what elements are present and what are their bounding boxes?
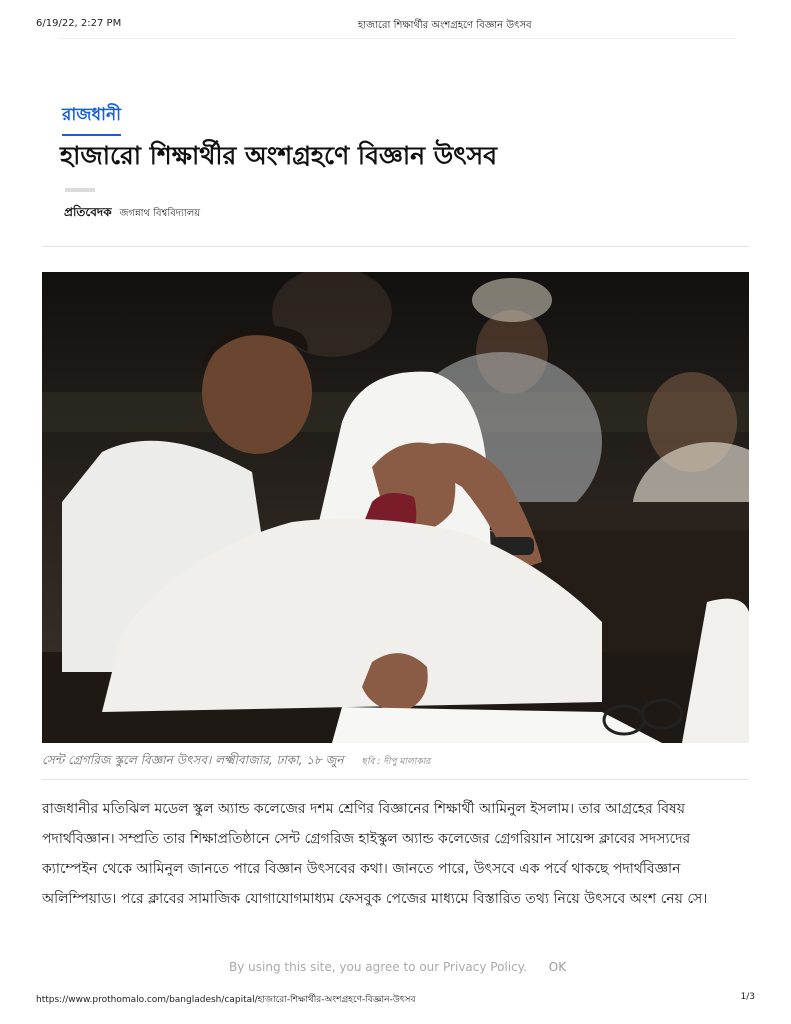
byline-avatar-placeholder (65, 188, 95, 192)
consent-ok-button[interactable]: OK (548, 960, 567, 974)
photo-caption (42, 752, 430, 772)
privacy-consent-banner (229, 960, 566, 974)
caption-text: সেন্ট গ্রেগরিজ স্কুলে বিজ্ঞান উৎসব। লক্ষ্মীবাজার, ঢাকা, ১৮ জুন (42, 753, 344, 767)
consent-text: By using this site, you agree to our Privacy Policy. (229, 960, 527, 974)
article-headline: হাজারো শিক্ষার্থীর অংশগ্রহণে বিজ্ঞান উৎসব (60, 141, 498, 170)
category-link[interactable]: রাজধানী (62, 102, 121, 136)
byline-role[interactable]: প্রতিবেদক (64, 205, 112, 219)
photo-credit: ছবি : দীপু মালাকার (361, 757, 431, 767)
header-divider (60, 38, 736, 39)
byline-organization: জগন্নাথ বিশ্ববিদ্যালয় (119, 208, 201, 219)
article-photo (42, 272, 749, 743)
section-divider (42, 246, 749, 247)
byline (64, 204, 200, 224)
page-number: 1/3 (740, 992, 755, 1002)
page-url: https://www.prothomalo.com/bangladesh/capital/হাজারো-শিক্ষার্থীর-অংশগ্রহণে-বিজ্ঞান-উৎসব (36, 995, 416, 1005)
photo-illustration (42, 272, 749, 743)
caption-divider (42, 779, 749, 780)
print-date: 6/19/22, 2:27 PM (36, 18, 122, 29)
print-title: হাজারো শিক্ষার্থীর অংশগ্রহণে বিজ্ঞান উৎসব (358, 20, 532, 31)
print-header (36, 18, 755, 34)
article-body: রাজধানীর মতিঝিল মডেল স্কুল অ্যান্ড কলেজের দশম শ্রেণির বিজ্ঞানের শিক্ষার্থী আমিনুল ইসলাম। তার আগ্রহের বিষয় পদার্থবিজ্ঞান। সম্প্রতি তার শিক্ষাপ্রতিষ্ঠানে সেন্ট গ্রেগরিজ হাইস্কুল অ্যান্ড কলেজের গ্রেগরিয়ান সায়েন্স ক্লাবের সদস্যদের ক্যাম্পেইন থেকে আমিনুল জানতে পারে বিজ্ঞান উৎসবের কথা। জানতে পারে, উৎসবে এক পর্বে থাকছে পদার্থবিজ্ঞান অলিম্পিয়াড। পরে ক্লাবের সামাজিক যোগাযোগমাধ্যম ফেসবুক পেজের মাধ্যমে বিস্তারিত তথ্য নিয়ে উৎসবে অংশ নেয় সে। (42, 801, 708, 907)
